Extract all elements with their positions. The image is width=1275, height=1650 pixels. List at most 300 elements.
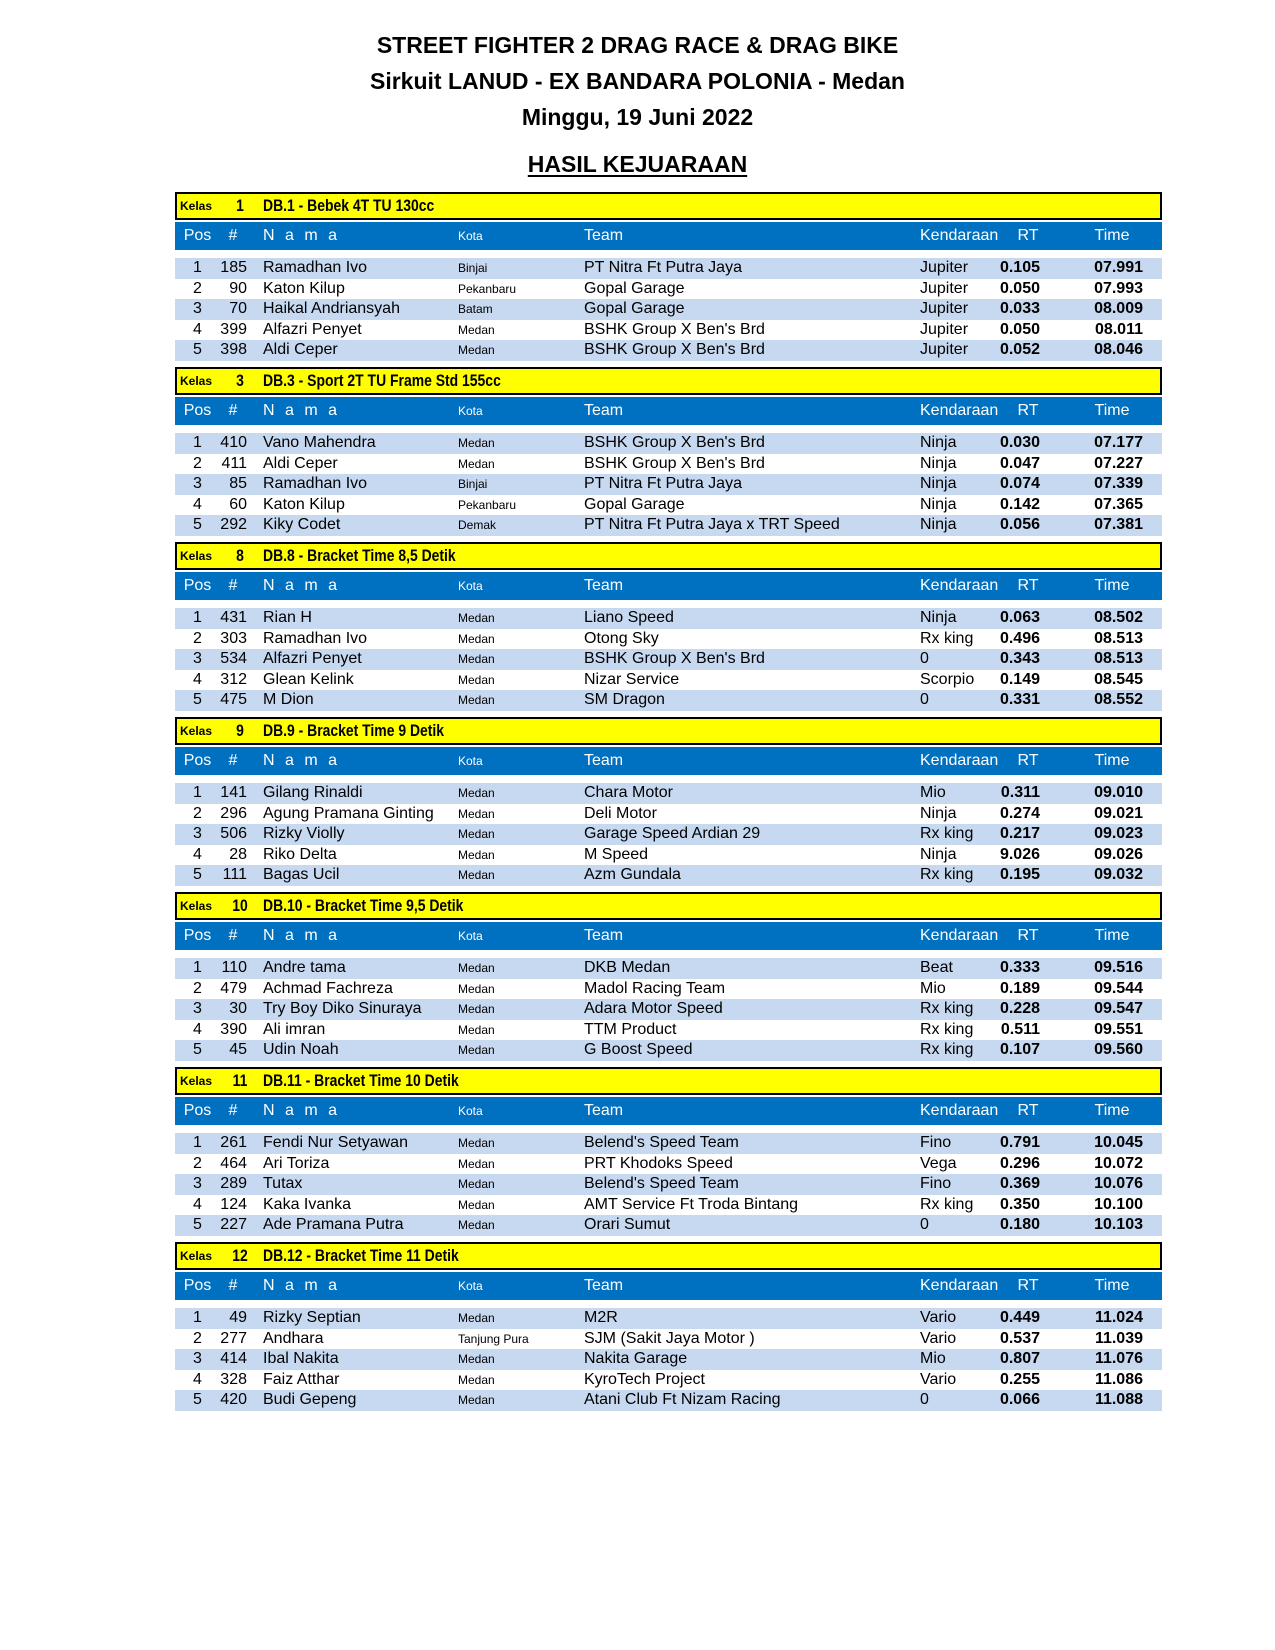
cell-city: Medan [458, 806, 495, 821]
cell-number: 303 [220, 629, 247, 647]
cell-rt: 0.180 [999, 1216, 1040, 1233]
cell-time: 07.381 [1094, 516, 1143, 533]
cell-time: 08.513 [1094, 650, 1143, 667]
cell-number: 185 [220, 259, 247, 276]
cell-time: 09.547 [1094, 1000, 1143, 1017]
class-section [175, 1242, 1162, 1417]
col-time: Time [1094, 1277, 1130, 1294]
cell-name: Ari Toriza [263, 1154, 330, 1172]
table-row [175, 1329, 1162, 1350]
cell-number: 85 [229, 475, 247, 492]
class-name: DB.9 - Bracket Time 9 Detik [263, 721, 445, 740]
cell-team: Chara Motor [584, 784, 673, 801]
cell-city: Pekanbaru [458, 281, 517, 296]
cell-vehicle: Mio [920, 784, 946, 801]
cell-team: Belend's Speed Team [584, 1175, 739, 1192]
cell-pos: 2 [193, 629, 202, 647]
cell-team: Nakita Garage [584, 1350, 688, 1367]
cell-time: 10.072 [1094, 1154, 1143, 1172]
cell-time: 09.551 [1094, 1020, 1143, 1038]
class-label: Kelas [180, 899, 213, 913]
cell-city: Medan [458, 847, 495, 862]
cell-rt: 0.195 [999, 866, 1040, 883]
cell-team: BSHK Group X Ben's Brd [584, 434, 765, 451]
results-list [175, 192, 1162, 1417]
cell-name: Agung Pramana Ginting [263, 804, 434, 822]
cell-name: Rian H [263, 609, 312, 626]
cell-time: 09.023 [1094, 825, 1143, 842]
col-time: Time [1094, 752, 1130, 769]
cell-team: SM Dragon [584, 691, 665, 708]
table-body [175, 958, 1162, 1061]
col-name: N a m a [263, 402, 341, 419]
cell-city: Medan [458, 981, 495, 996]
table-row [175, 1390, 1162, 1411]
cell-name: Kaka Ivanka [263, 1195, 352, 1213]
cell-rt: 0.217 [999, 825, 1040, 842]
cell-pos: 3 [193, 300, 202, 317]
col-city: Kota [458, 1279, 483, 1293]
cell-time: 11.024 [1094, 1309, 1143, 1326]
cell-rt: 0.050 [999, 279, 1040, 297]
cell-name: Ramadhan Ivo [263, 475, 368, 492]
cell-city: Medan [458, 693, 495, 707]
cell-vehicle: Ninja [920, 434, 957, 451]
col-number: # [228, 1102, 238, 1119]
cell-name: Alfazri Penyet [263, 320, 362, 338]
col-time: Time [1094, 1102, 1130, 1119]
class-bar [175, 717, 1162, 745]
cell-time: 09.032 [1094, 866, 1143, 883]
cell-pos: 5 [193, 1391, 202, 1408]
col-time: Time [1094, 227, 1130, 244]
cell-team: Nizar Service [584, 670, 680, 688]
class-label: Kelas [180, 724, 213, 738]
cell-rt: 0.050 [999, 320, 1040, 338]
col-team: Team [584, 577, 624, 594]
cell-pos: 4 [193, 320, 202, 338]
class-name: DB.12 - Bracket Time 11 Detik [263, 1246, 459, 1265]
table-row [175, 1020, 1162, 1041]
cell-vehicle: Jupiter [920, 279, 969, 297]
table-row [175, 279, 1162, 300]
event-title: STREET FIGHTER 2 DRAG RACE & DRAG BIKE [376, 32, 899, 58]
cell-number: 289 [220, 1175, 247, 1192]
cell-time: 08.009 [1094, 300, 1143, 317]
cell-rt: 0.033 [999, 300, 1040, 317]
col-name: N a m a [263, 1102, 341, 1119]
col-pos: Pos [183, 1102, 212, 1119]
cell-pos: 2 [193, 804, 202, 822]
cell-name: Kiky Codet [263, 516, 341, 533]
cell-name: Aldi Ceper [263, 341, 338, 358]
cell-city: Medan [458, 1022, 495, 1037]
cell-number: 292 [220, 516, 247, 533]
cell-number: 110 [221, 959, 247, 976]
cell-city: Medan [458, 322, 495, 337]
col-vehicle: Kendaraan [920, 227, 999, 244]
cell-city: Medan [458, 1156, 495, 1171]
table-row [175, 999, 1162, 1020]
table-body [175, 608, 1162, 711]
cell-time: 09.026 [1094, 845, 1143, 863]
cell-pos: 4 [193, 670, 202, 688]
cell-time: 11.088 [1094, 1391, 1143, 1408]
cell-city: Medan [458, 1352, 495, 1366]
table-row [175, 690, 1162, 711]
col-team: Team [584, 402, 624, 419]
col-team: Team [584, 227, 624, 244]
cell-time: 10.076 [1094, 1175, 1143, 1192]
cell-number: 45 [229, 1041, 247, 1058]
class-name: DB.3 - Sport 2T TU Frame Std 155cc [263, 371, 501, 390]
cell-rt: 0.449 [999, 1309, 1040, 1326]
cell-pos: 1 [193, 1309, 202, 1326]
cell-time: 07.991 [1094, 259, 1143, 276]
table-row [175, 783, 1162, 804]
table-row [175, 515, 1162, 536]
cell-rt: 0.274 [999, 804, 1040, 822]
cell-city: Batam [458, 302, 493, 316]
cell-time: 08.545 [1094, 670, 1143, 688]
cell-rt: 0.056 [999, 516, 1040, 533]
cell-number: 398 [220, 341, 247, 358]
cell-name: Katon Kilup [263, 279, 345, 297]
table-row [175, 629, 1162, 650]
cell-team: Garage Speed Ardian 29 [584, 825, 761, 842]
cell-city: Medan [458, 611, 495, 625]
cell-team: SJM (Sakit Jaya Motor ) [584, 1329, 755, 1347]
cell-city: Medan [458, 1177, 495, 1191]
cell-time: 10.045 [1094, 1134, 1143, 1151]
cell-rt: 0.537 [999, 1329, 1040, 1347]
cell-name: Ade Pramana Putra [263, 1216, 404, 1233]
cell-pos: 5 [193, 1216, 202, 1233]
col-pos: Pos [183, 577, 212, 594]
cell-city: Demak [458, 518, 497, 532]
cell-name: Andhara [263, 1329, 324, 1347]
cell-number: 464 [220, 1154, 247, 1172]
cell-name: Rizky Violly [263, 825, 345, 842]
cell-number: 411 [221, 454, 247, 472]
class-label: Kelas [180, 199, 213, 213]
cell-number: 141 [220, 784, 247, 801]
event-venue: Sirkuit LANUD - EX BANDARA POLONIA - Medan [370, 68, 905, 94]
cell-number: 390 [220, 1020, 247, 1038]
table-row [175, 340, 1162, 361]
class-section [175, 542, 1162, 717]
cell-vehicle: 0 [920, 691, 929, 708]
cell-time: 08.552 [1094, 691, 1143, 708]
cell-pos: 3 [193, 650, 202, 667]
cell-time: 09.516 [1094, 959, 1143, 976]
table-row [175, 299, 1162, 320]
class-name: DB.11 - Bracket Time 10 Detik [263, 1071, 459, 1090]
cell-name: Andre tama [263, 959, 346, 976]
col-number: # [228, 577, 238, 594]
cell-team: PRT Khodoks Speed [584, 1154, 733, 1172]
cell-name: Ibal Nakita [263, 1350, 339, 1367]
cell-rt: 0.791 [999, 1134, 1040, 1151]
cell-team: DKB Medan [584, 959, 671, 976]
table-row [175, 320, 1162, 341]
cell-number: 111 [222, 866, 247, 883]
cell-name: Ramadhan Ivo [263, 629, 368, 647]
col-pos: Pos [183, 752, 212, 769]
cell-vehicle: Mio [920, 1350, 946, 1367]
cell-time: 10.103 [1094, 1216, 1143, 1233]
cell-time: 07.177 [1094, 434, 1143, 451]
cell-rt: 0.331 [999, 691, 1040, 708]
cell-team: BSHK Group X Ben's Brd [584, 341, 765, 358]
cell-number: 479 [220, 979, 247, 997]
cell-team: PT Nitra Ft Putra Jaya x TRT Speed [584, 516, 840, 533]
col-rt: RT [1017, 927, 1039, 944]
cell-vehicle: Rx king [920, 1000, 974, 1017]
cell-team: Adara Motor Speed [584, 1000, 723, 1017]
class-bar [175, 192, 1162, 220]
col-pos: Pos [183, 1277, 212, 1294]
col-number: # [228, 752, 238, 769]
cell-vehicle: 0 [920, 1391, 929, 1408]
cell-rt: 9.026 [999, 845, 1040, 863]
cell-team: Gopal Garage [584, 495, 685, 513]
cell-city: Medan [458, 827, 495, 841]
cell-time: 08.513 [1094, 629, 1143, 647]
col-rt: RT [1017, 1102, 1039, 1119]
cell-name: Achmad Fachreza [263, 979, 393, 997]
table-row [175, 804, 1162, 825]
cell-vehicle: Beat [920, 959, 953, 976]
cell-vehicle: 0 [920, 1216, 929, 1233]
cell-rt: 0.107 [999, 1041, 1040, 1058]
cell-number: 49 [229, 1309, 247, 1326]
cell-city: Medan [458, 1372, 495, 1387]
table-row [175, 865, 1162, 886]
cell-city: Medan [458, 652, 495, 666]
cell-pos: 4 [193, 495, 202, 513]
table-body [175, 783, 1162, 886]
cell-name: Katon Kilup [263, 495, 345, 513]
cell-name: Faiz Atthar [263, 1370, 340, 1388]
col-vehicle: Kendaraan [920, 577, 999, 594]
col-name: N a m a [263, 752, 341, 769]
class-bar [175, 367, 1162, 395]
cell-team: Gopal Garage [584, 279, 685, 297]
class-name: DB.1 - Bebek 4T TU 130cc [263, 196, 435, 215]
col-rt: RT [1017, 227, 1039, 244]
cell-rt: 0.369 [999, 1175, 1040, 1192]
class-label: Kelas [180, 1074, 213, 1088]
col-number: # [228, 227, 238, 244]
cell-team: Belend's Speed Team [584, 1134, 739, 1151]
table-row [175, 670, 1162, 691]
cell-pos: 4 [193, 1020, 202, 1038]
cell-vehicle: Rx king [920, 629, 974, 647]
cell-rt: 0.511 [1000, 1020, 1040, 1038]
cell-vehicle: Fino [920, 1175, 952, 1192]
col-vehicle: Kendaraan [920, 1102, 999, 1119]
cell-city: Medan [458, 1393, 495, 1407]
cell-city: Medan [458, 786, 495, 800]
cell-number: 70 [229, 300, 247, 317]
table-row [175, 1154, 1162, 1175]
cell-pos: 3 [193, 825, 202, 842]
cell-city: Medan [458, 672, 495, 687]
cell-number: 312 [220, 670, 247, 688]
cell-time: 11.076 [1094, 1350, 1143, 1367]
cell-team: M Speed [584, 845, 649, 863]
cell-pos: 5 [193, 866, 202, 883]
table-row [175, 1370, 1162, 1391]
cell-pos: 1 [193, 959, 202, 976]
table-body [175, 433, 1162, 536]
class-number: 10 [232, 896, 248, 915]
cell-pos: 3 [193, 475, 202, 492]
cell-vehicle: Ninja [920, 475, 957, 492]
table-header [175, 1097, 1162, 1125]
cell-time: 09.010 [1094, 784, 1143, 801]
table-row [175, 845, 1162, 866]
cell-name: Vano Mahendra [263, 434, 376, 451]
cell-pos: 5 [193, 341, 202, 358]
cell-rt: 0.296 [999, 1154, 1040, 1172]
cell-team: BSHK Group X Ben's Brd [584, 650, 765, 667]
class-bar [175, 1242, 1162, 1270]
cell-name: Glean Kelink [263, 670, 354, 688]
col-pos: Pos [183, 402, 212, 419]
cell-vehicle: 0 [920, 650, 929, 667]
cell-team: M2R [584, 1309, 618, 1326]
cell-team: TTM Product [584, 1020, 677, 1038]
cell-number: 296 [220, 804, 247, 822]
cell-city: Tanjung Pura [458, 1331, 529, 1346]
cell-number: 399 [220, 320, 247, 338]
cell-number: 30 [229, 1000, 247, 1017]
cell-number: 414 [220, 1350, 247, 1367]
class-section [175, 892, 1162, 1067]
col-rt: RT [1017, 1277, 1039, 1294]
col-time: Time [1094, 577, 1130, 594]
col-city: Kota [458, 929, 483, 943]
cell-team: Atani Club Ft Nizam Racing [584, 1391, 781, 1408]
cell-time: 08.046 [1094, 341, 1143, 358]
cell-name: Riko Delta [263, 845, 337, 863]
cell-name: Rizky Septian [263, 1309, 361, 1326]
col-number: # [228, 402, 238, 419]
table-row [175, 258, 1162, 279]
cell-time: 07.365 [1094, 495, 1143, 513]
class-section [175, 192, 1162, 367]
cell-pos: 2 [193, 1154, 202, 1172]
table-row [175, 1040, 1162, 1061]
class-number: 12 [232, 1246, 248, 1265]
cell-rt: 0.807 [999, 1350, 1040, 1367]
cell-city: Medan [458, 436, 495, 450]
cell-number: 534 [220, 650, 247, 667]
col-city: Kota [458, 404, 483, 418]
cell-vehicle: Jupiter [920, 341, 969, 358]
cell-time: 11.086 [1094, 1370, 1143, 1388]
cell-rt: 0.149 [999, 670, 1040, 688]
cell-team: Gopal Garage [584, 300, 685, 317]
table-header [175, 1272, 1162, 1300]
cell-vehicle: Ninja [920, 495, 957, 513]
cell-time: 08.502 [1094, 609, 1143, 626]
cell-rt: 0.228 [999, 1000, 1040, 1017]
cell-pos: 1 [193, 434, 202, 451]
cell-name: Ali imran [263, 1020, 326, 1038]
col-team: Team [584, 1277, 624, 1294]
cell-pos: 1 [193, 259, 202, 276]
cell-vehicle: Vario [920, 1370, 957, 1388]
cell-team: G Boost Speed [584, 1041, 693, 1058]
cell-team: Orari Sumut [584, 1216, 671, 1233]
cell-pos: 3 [193, 1175, 202, 1192]
table-header [175, 922, 1162, 950]
results-heading-text: HASIL KEJUARAAN [527, 151, 748, 177]
cell-vehicle: Rx king [920, 1020, 974, 1038]
cell-team: Otong Sky [584, 629, 659, 647]
cell-rt: 0.105 [999, 259, 1040, 276]
cell-name: Bagas Ucil [263, 866, 340, 883]
cell-vehicle: Vario [920, 1329, 957, 1347]
cell-rt: 0.047 [999, 454, 1040, 472]
cell-pos: 5 [193, 691, 202, 708]
table-row [175, 495, 1162, 516]
col-name: N a m a [263, 577, 341, 594]
cell-pos: 2 [193, 1329, 202, 1347]
cell-name: Aldi Ceper [263, 454, 338, 472]
col-name: N a m a [263, 1277, 341, 1294]
cell-rt: 0.255 [999, 1370, 1040, 1388]
cell-number: 227 [220, 1216, 247, 1233]
table-row [175, 958, 1162, 979]
class-label: Kelas [180, 549, 213, 563]
class-number: 3 [236, 371, 244, 390]
cell-vehicle: Jupiter [920, 300, 969, 317]
col-rt: RT [1017, 752, 1039, 769]
cell-number: 475 [220, 691, 247, 708]
col-number: # [228, 927, 238, 944]
cell-rt: 0.142 [999, 495, 1040, 513]
class-bar [175, 892, 1162, 920]
table-row [175, 1349, 1162, 1370]
cell-vehicle: Rx king [920, 825, 974, 842]
cell-pos: 5 [193, 1041, 202, 1058]
class-section [175, 367, 1162, 542]
class-number: 8 [236, 546, 244, 565]
cell-number: 431 [220, 609, 247, 626]
cell-rt: 0.052 [999, 341, 1040, 358]
cell-rt: 0.350 [999, 1195, 1040, 1213]
col-rt: RT [1017, 577, 1039, 594]
table-row [175, 608, 1162, 629]
class-section [175, 1067, 1162, 1242]
cell-team: KyroTech Project [584, 1370, 705, 1388]
col-vehicle: Kendaraan [920, 752, 999, 769]
col-number: # [228, 1277, 238, 1294]
class-name: DB.8 - Bracket Time 8,5 Detik [263, 546, 456, 565]
results-heading [0, 149, 1275, 179]
col-time: Time [1094, 927, 1130, 944]
table-row [175, 1215, 1162, 1236]
col-vehicle: Kendaraan [920, 402, 999, 419]
cell-vehicle: Vario [920, 1309, 957, 1326]
table-row [175, 433, 1162, 454]
table-header [175, 397, 1162, 425]
cell-city: Medan [458, 1002, 495, 1016]
